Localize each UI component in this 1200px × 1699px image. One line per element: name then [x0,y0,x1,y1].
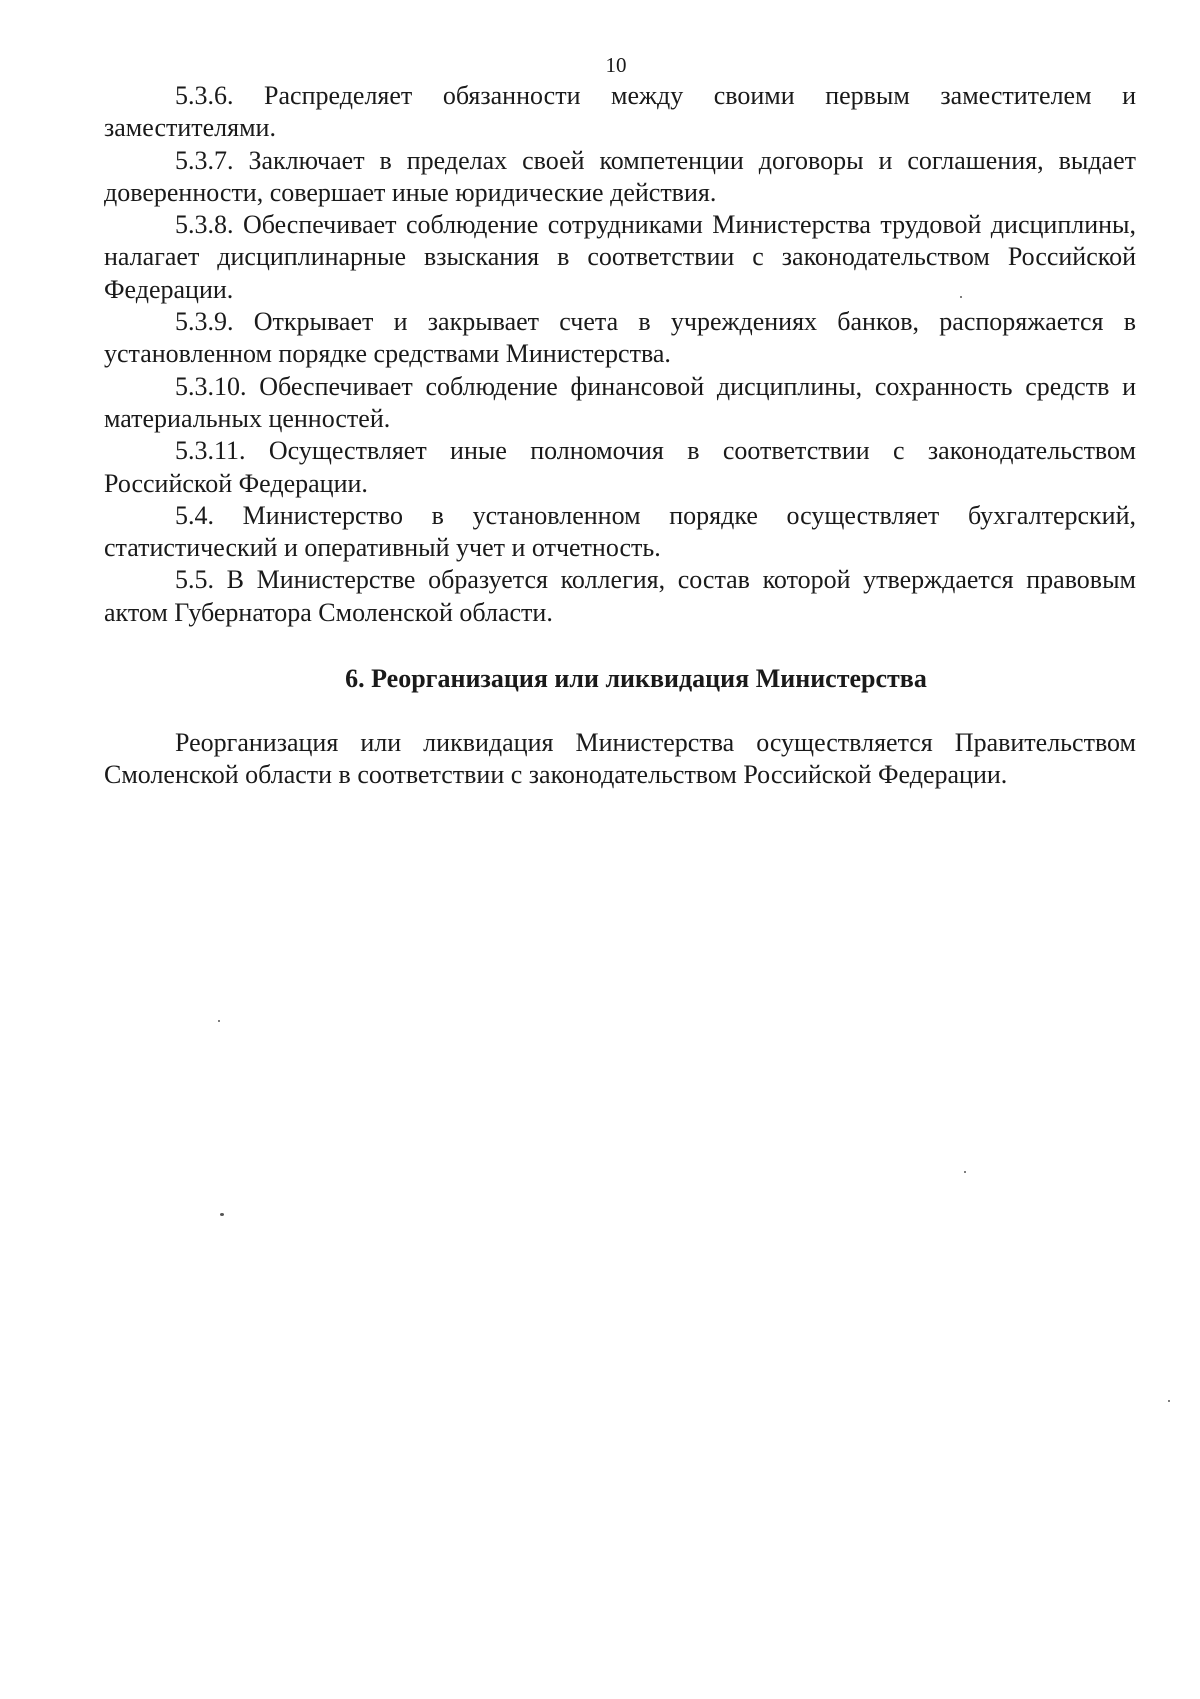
document-body [104,80,1136,792]
page-number: 10 [605,53,627,77]
paragraph-5-3-10: 5.3.10. Обеспечивает соблюдение финансовой дисциплины, сохранность средств и материальных ценностей. [104,371,1136,433]
section-heading: 6. Реорганизация или ликвидация Министерства [345,664,927,694]
scan-speck [218,1020,220,1022]
paragraph-5-3-6: 5.3.6. Распределяет обязанности между своими первым заместителем и заместителями. [104,81,1136,143]
scan-speck [964,1171,966,1173]
paragraph-5-3-9: 5.3.9. Открывает и закрывает счета в учреждениях банков, распоряжается в установленном порядке средствами Министерства. [104,307,1136,369]
paragraph-5-4: 5.4. Министерство в установленном порядке осуществляет бухгалтерский, статистический и оперативный учет и отчетность. [104,500,1136,563]
scan-speck [960,296,962,298]
paragraph-5-3-11: 5.3.11. Осуществляет иные полномочия в соответствии с законодательством Российской Федерации. [104,436,1136,498]
scan-speck [220,1213,224,1216]
scan-speck [1168,1400,1170,1402]
paragraph-5-3-8: 5.3.8. Обеспечивает соблюдение сотрудниками Министерства трудовой дисциплины, налагает дисциплинарные взыскания в соответствии с законодательством Российской Федерации. [104,210,1136,304]
paragraph-5-5: 5.5. В Министерстве образуется коллегия, состав которой утверждается правовым актом Губернатора Смоленской области. [104,565,1136,627]
paragraph-section-6: Реорганизация или ликвидация Министерства осуществляется Правительством Смоленской области в соответствии с законодательством Российской Федерации. [104,728,1136,790]
paragraph-5-3-7: 5.3.7. Заключает в пределах своей компетенции договоры и соглашения, выдает доверенности, совершает иные юридические действия. [104,145,1136,207]
